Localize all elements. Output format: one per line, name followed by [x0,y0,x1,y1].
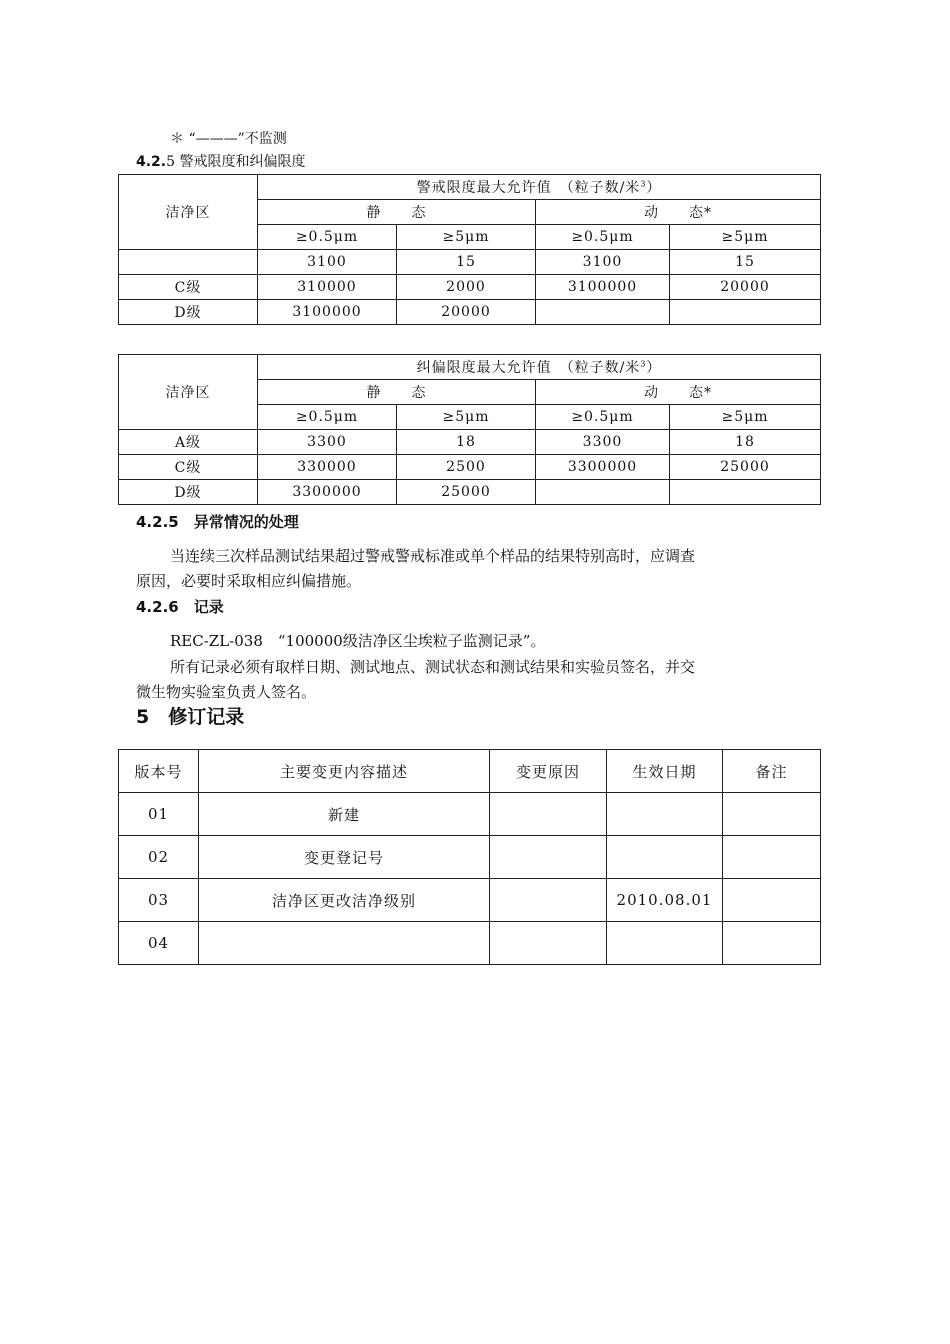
table-title: 警戒限度最大允许值 （粒子数/米$^3$） [258,175,821,200]
size-header: ≥0.5μm [258,225,397,250]
value-cell [536,300,670,325]
table-cell: 03 [119,879,199,922]
value-cell: 2500 [397,455,536,480]
table-cell: 洁净区更改洁净级别 [199,879,490,922]
size-header: ≥0.5μm [536,405,670,430]
table-cell: 02 [119,836,199,879]
table-cell [723,793,821,836]
size-header: ≥0.5μm [536,225,670,250]
section-heading-revision: 5 修订记录 [136,706,245,728]
section-title: 5 警戒限度和纠偏限度 [166,154,306,170]
section-heading-limits [136,151,305,171]
table-row [119,922,821,965]
table-row [119,793,821,836]
value-cell: 3100000 [258,300,397,325]
grade-cell [119,250,258,275]
value-cell: 25000 [397,480,536,505]
grade-cell: C级 [119,455,258,480]
value-cell: 18 [670,430,821,455]
value-cell: 25000 [670,455,821,480]
table-cell: 变更登记号 [199,836,490,879]
table-cell [607,793,723,836]
section-heading-records: 4.2.6 记录 [136,598,224,616]
value-cell: 3100000 [536,275,670,300]
value-cell: 330000 [258,455,397,480]
table-cell [490,879,607,922]
abnormal-paragraph-line2: 原因，必要时采取相应纠偏措施。 [136,572,362,590]
grade-cell: D级 [119,300,258,325]
table-cell [199,922,490,965]
table-row [119,836,821,879]
value-cell: 3300000 [258,480,397,505]
value-cell: 310000 [258,275,397,300]
value-cell: 3100 [258,250,397,275]
table-cell: 04 [119,922,199,965]
revision-table [118,749,821,965]
action-limit-table [118,354,821,505]
value-cell: 3300 [536,430,670,455]
static-label: 静 态 [258,380,536,405]
not-monitored-note: ＊ “———”不监测 [170,131,287,147]
table-row [119,300,821,325]
size-header: ≥5μm [670,405,821,430]
value-cell: 20000 [397,300,536,325]
table-cell: 01 [119,793,199,836]
table-header-row [119,750,821,793]
section-heading-abnormal: 4.2.5 异常情况的处理 [136,513,299,531]
value-cell: 3100 [536,250,670,275]
alert-limit-table [118,174,821,325]
dynamic-label: 动 态* [536,200,821,225]
table-cell [490,793,607,836]
static-label: 静 态 [258,200,536,225]
table-cell [607,922,723,965]
records-line1: REC-ZL-038 “100000级洁净区尘埃粒子监测记录”。 [170,632,546,650]
table-cell [490,836,607,879]
value-cell: 20000 [670,275,821,300]
table-row [119,275,821,300]
table-row [119,250,821,275]
area-label: 洁净区 [119,175,258,250]
grade-cell: A级 [119,430,258,455]
value-cell: 15 [670,250,821,275]
grade-cell: C级 [119,275,258,300]
table-cell: 2010.08.01 [607,879,723,922]
grade-cell: D级 [119,480,258,505]
value-cell: 3300000 [536,455,670,480]
column-header: 版本号 [119,750,199,793]
column-header: 主要变更内容描述 [199,750,490,793]
table-row [119,480,821,505]
records-line3: 微生物实验室负责人签名。 [136,683,317,701]
column-header: 生效日期 [607,750,723,793]
column-header: 变更原因 [490,750,607,793]
size-header: ≥5μm [397,225,536,250]
table-title: 纠偏限度最大允许值 （粒子数/米$^3$） [258,355,821,380]
value-cell [670,480,821,505]
value-cell: 15 [397,250,536,275]
table-cell [723,922,821,965]
area-label: 洁净区 [119,355,258,430]
table-cell [723,879,821,922]
size-header: ≥5μm [397,405,536,430]
table-row [119,879,821,922]
column-header: 备注 [723,750,821,793]
size-header: ≥0.5μm [258,405,397,430]
section-number: 4.2. [136,154,167,170]
value-cell [670,300,821,325]
abnormal-paragraph-line1: 当连续三次样品测试结果超过警戒警戒标准或单个样品的结果特别高时，应调查 [170,547,696,565]
records-line2: 所有记录必须有取样日期、测试地点、测试状态和测试结果和实验员签名，并交 [170,658,696,676]
table-cell [607,836,723,879]
value-cell [536,480,670,505]
table-row [119,430,821,455]
size-header: ≥5μm [670,225,821,250]
table-cell: 新建 [199,793,490,836]
table-cell [490,922,607,965]
dynamic-label: 动 态* [536,380,821,405]
table-cell [723,836,821,879]
value-cell: 3300 [258,430,397,455]
value-cell: 2000 [397,275,536,300]
value-cell: 18 [397,430,536,455]
table-row [119,455,821,480]
